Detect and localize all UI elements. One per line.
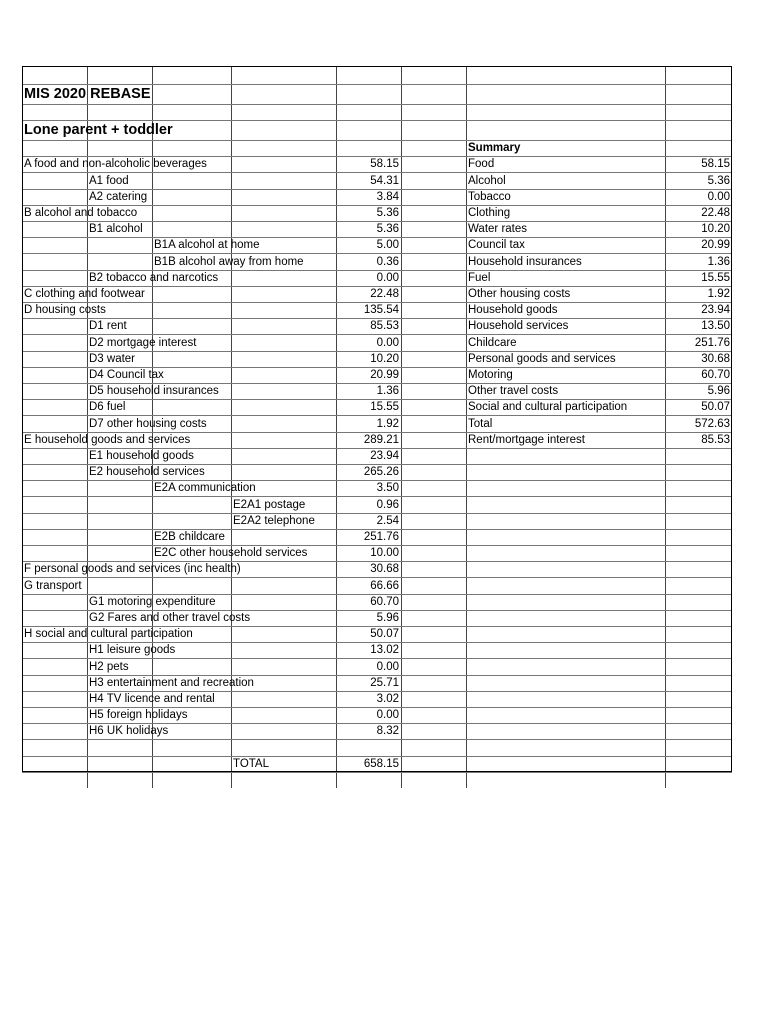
summary-value: 15.55 (701, 271, 730, 284)
summary-value: 0.00 (707, 190, 730, 203)
category-label: E household goods and services (24, 433, 191, 446)
summary-value: 60.70 (701, 368, 730, 381)
summary-label: Childcare (468, 336, 517, 349)
category-value: 3.50 (376, 482, 399, 495)
category-value: 0.00 (376, 709, 399, 722)
summary-label: Fuel (468, 271, 491, 284)
category-value: 10.20 (370, 352, 399, 365)
category-label: G transport (24, 579, 82, 592)
category-label: E1 household goods (89, 449, 194, 462)
category-value: 23.94 (370, 449, 399, 462)
category-value: 5.00 (376, 239, 399, 252)
category-label: G1 motoring expenditure (89, 595, 216, 608)
summary-label: Clothing (468, 206, 511, 219)
category-label: D1 rent (89, 320, 127, 333)
summary-value: 5.96 (707, 385, 730, 398)
summary-value: 22.48 (701, 206, 730, 219)
category-label: D housing costs (24, 304, 106, 317)
summary-value: 23.94 (701, 304, 730, 317)
category-value: 3.84 (376, 190, 399, 203)
category-label: E2 household services (89, 466, 205, 479)
summary-value: 5.36 (707, 174, 730, 187)
category-label: B1A alcohol at home (154, 239, 260, 252)
summary-label: Tobacco (468, 190, 511, 203)
category-label: C clothing and footwear (24, 287, 145, 300)
category-value: 22.48 (370, 287, 399, 300)
category-label: G2 Fares and other travel costs (89, 611, 251, 624)
category-value: 0.96 (376, 498, 399, 511)
category-value: 265.26 (363, 466, 399, 479)
category-value: 30.68 (370, 563, 399, 576)
category-value: 0.00 (376, 336, 399, 349)
summary-label: Household services (468, 320, 569, 333)
total-label: TOTAL (233, 757, 269, 770)
category-value: 251.76 (363, 530, 399, 543)
category-label: H4 TV licence and rental (89, 692, 215, 705)
summary-label: Motoring (468, 368, 513, 381)
category-value: 85.53 (370, 320, 399, 333)
category-label: B1B alcohol away from home (154, 255, 304, 268)
sheet-border (22, 66, 732, 772)
category-label: D6 fuel (89, 401, 126, 414)
category-value: 10.00 (370, 547, 399, 560)
category-label: F personal goods and services (inc health) (24, 563, 241, 576)
category-value: 1.36 (376, 385, 399, 398)
category-value: 5.36 (376, 206, 399, 219)
summary-value: 30.68 (701, 352, 730, 365)
summary-value: 20.99 (701, 239, 730, 252)
summary-label: Total (468, 417, 493, 430)
summary-value: 10.20 (701, 223, 730, 236)
category-value: 66.66 (370, 579, 399, 592)
category-label: D7 other housing costs (89, 417, 207, 430)
category-value: 60.70 (370, 595, 399, 608)
summary-label: Water rates (468, 223, 528, 236)
category-label: D3 water (89, 352, 136, 365)
summary-label: Rent/mortgage interest (468, 433, 585, 446)
category-value: 2.54 (376, 514, 399, 527)
summary-label: Other travel costs (468, 385, 559, 398)
category-label: H3 entertainment and recreation (89, 676, 254, 689)
summary-label: Social and cultural participation (468, 401, 628, 414)
summary-heading: Summary (468, 142, 521, 155)
category-value: 54.31 (370, 174, 399, 187)
category-value: 20.99 (370, 368, 399, 381)
category-label: D4 Council tax (89, 368, 164, 381)
category-value: 15.55 (370, 401, 399, 414)
summary-value: 13.50 (701, 320, 730, 333)
category-label: E2B childcare (154, 530, 225, 543)
total-value: 658.15 (363, 757, 399, 770)
category-label: H2 pets (89, 660, 129, 673)
summary-value: 251.76 (694, 336, 730, 349)
category-label: B1 alcohol (89, 223, 143, 236)
summary-value: 58.15 (701, 158, 730, 171)
category-label: A food and non-alcoholic beverages (24, 158, 207, 171)
category-label: B alcohol and tobacco (24, 206, 138, 219)
summary-value: 50.07 (701, 401, 730, 414)
category-value: 25.71 (370, 676, 399, 689)
category-label: H social and cultural participation (24, 628, 193, 641)
category-label: B2 tobacco and narcotics (89, 271, 219, 284)
sheet-title: MIS 2020 REBASE (24, 86, 151, 102)
category-label: A1 food (89, 174, 129, 187)
category-value: 1.92 (376, 417, 399, 430)
category-value: 0.00 (376, 271, 399, 284)
category-label: E2A communication (154, 482, 256, 495)
summary-label: Food (468, 158, 495, 171)
summary-label: Other housing costs (468, 287, 571, 300)
category-label: E2A2 telephone (233, 514, 315, 527)
summary-value: 85.53 (701, 433, 730, 446)
summary-label: Household insurances (468, 255, 582, 268)
category-value: 8.32 (376, 725, 399, 738)
category-label: E2A1 postage (233, 498, 306, 511)
summary-value: 572.63 (694, 417, 730, 430)
summary-label: Personal goods and services (468, 352, 616, 365)
category-value: 50.07 (370, 628, 399, 641)
category-value: 135.54 (363, 304, 399, 317)
sheet-subtitle: Lone parent + toddler (24, 122, 173, 138)
category-value: 5.36 (376, 223, 399, 236)
category-value: 0.36 (376, 255, 399, 268)
category-label: A2 catering (89, 190, 148, 203)
summary-label: Alcohol (468, 174, 506, 187)
category-value: 0.00 (376, 660, 399, 673)
category-value: 58.15 (370, 158, 399, 171)
spreadsheet (22, 66, 732, 772)
category-label: H5 foreign holidays (89, 709, 188, 722)
category-value: 3.02 (376, 692, 399, 705)
category-label: H1 leisure goods (89, 644, 176, 657)
category-value: 5.96 (376, 611, 399, 624)
category-label: H6 UK holidays (89, 725, 169, 738)
category-label: E2C other household services (154, 547, 308, 560)
category-label: D5 household insurances (89, 385, 219, 398)
summary-value: 1.92 (707, 287, 730, 300)
summary-label: Council tax (468, 239, 525, 252)
category-value: 13.02 (370, 644, 399, 657)
summary-value: 1.36 (707, 255, 730, 268)
category-value: 289.21 (363, 433, 399, 446)
summary-label: Household goods (468, 304, 558, 317)
category-label: D2 mortgage interest (89, 336, 197, 349)
